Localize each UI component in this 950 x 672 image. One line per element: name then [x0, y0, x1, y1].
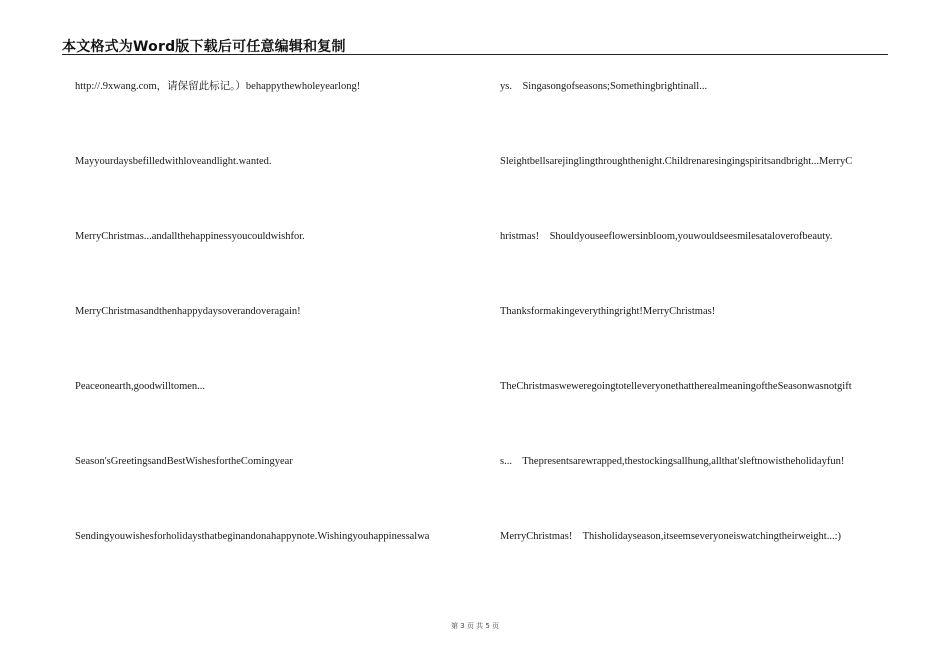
- text-line: ys. Singasongofseasons;Somethingbrightinall...: [500, 81, 708, 92]
- right-text-column: [500, 80, 892, 605]
- text-line: TheChristmasweweregoingtotelleveryonethattherealmeaningoftheSeasonwasnotgift: [500, 381, 852, 392]
- header-title: 本文格式为Word版下载后可任意编辑和复制: [62, 39, 346, 55]
- header-divider: [62, 54, 888, 55]
- text-line: Sendingyouwishesforholidaysthatbeginandonahappynote.Wishingyouhappinessalwa: [75, 531, 430, 542]
- text-line: Thanksformakingeverythingright!MerryChristmas!: [500, 306, 716, 317]
- text-line: Mayyourdaysbefilledwithloveandlight.wanted.: [75, 156, 272, 167]
- text-line: MerryChristmasandthenhappydaysoverandoveragain!: [75, 306, 301, 317]
- text-line: hristmas! Shouldyouseeflowersinbloom,youwouldseesmilesataloverofbeauty.: [500, 231, 833, 242]
- text-line: MerryChristmas! Thisholidayseason,itseemseveryoneiswatchingtheirweight...:): [500, 531, 841, 542]
- text-line: http://.9xwang.com，请保留此标记。）behappythewholeyearlong!: [75, 81, 361, 92]
- page-number: 第 3 页 共 5 页: [450, 622, 500, 630]
- text-line: Sleightbellsarejinglingthroughthenight.Childrenaresingingspiritsandbright...MerryC: [500, 156, 853, 167]
- text-line: MerryChristmas...andallthehappinessyoucouldwishfor.: [75, 231, 305, 242]
- text-line: Season'sGreetingsandBestWishesfortheComingyear: [75, 456, 293, 467]
- left-text-column: [75, 80, 475, 605]
- text-line: s... Thepresentsarewrapped,thestockingsallhung,allthat'sleftnowistheholidayfun!: [500, 456, 845, 467]
- text-line: Peaceonearth,goodwilltomen...: [75, 381, 206, 392]
